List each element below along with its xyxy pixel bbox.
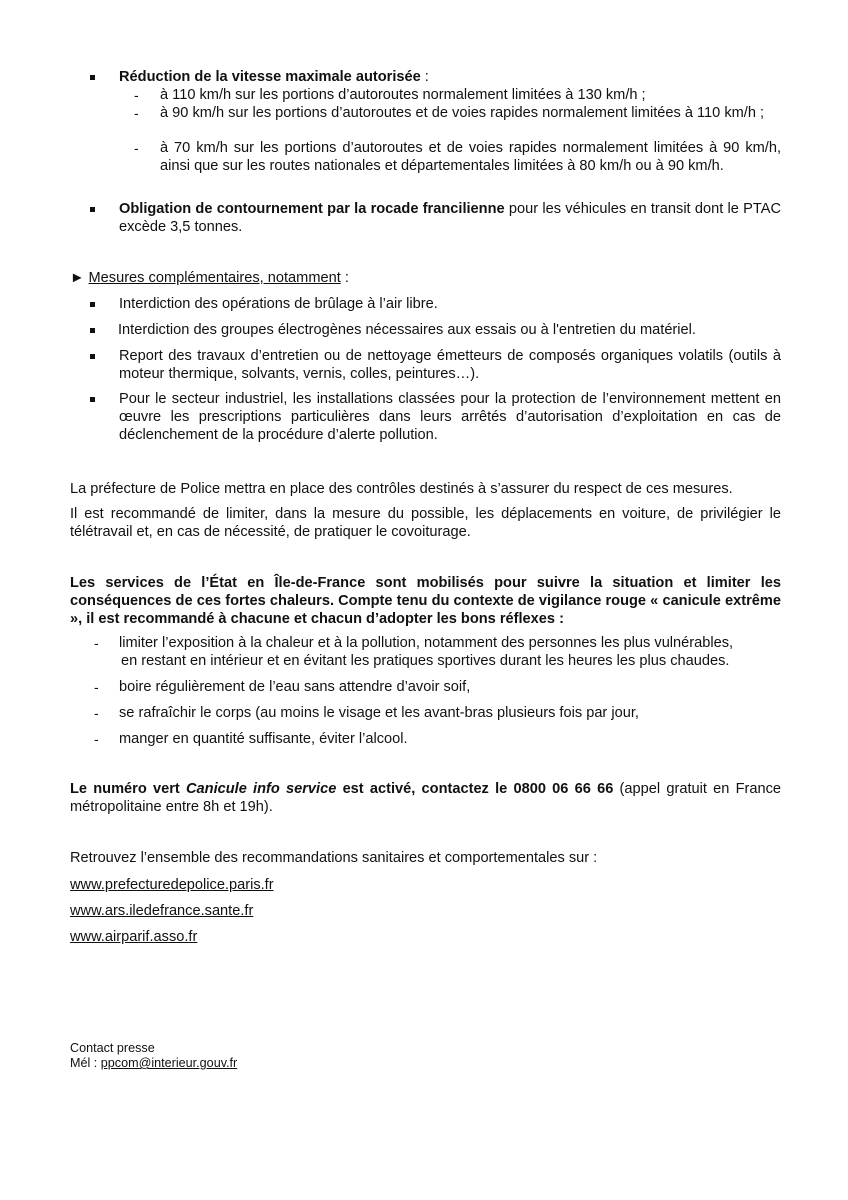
heatwave-item: se rafraîchir le corps (au moins le visage et les avant-bras plusieurs fois par jour, <box>119 705 639 721</box>
controls-paragraph: La préfecture de Police mettra en place des contrôles destinés à s’assurer du respect de ces mesures. <box>70 481 733 497</box>
complementary-item: Interdiction des opérations de brûlage à l’air libre. <box>119 296 438 312</box>
heatwave-intro: Les services de l’État en Île-de-France sont mobilisés pour suivre la situation et limiter les conséquences de ces fortes chaleurs. Compte tenu du contexte de vigilance rouge « canicule extrême », il est recommandé à chacune et chacun d’adopter les bons réflexes : <box>70 575 781 627</box>
speed-item: à 90 km/h sur les portions d’autoroutes et de voies rapides normalement limitées à 110 km/h ; <box>160 105 765 121</box>
bullet-square-icon <box>90 75 95 80</box>
heatwave-item: manger en quantité suffisante, éviter l’alcool. <box>119 731 408 747</box>
dash-bullet-icon: - <box>94 705 99 721</box>
arrow-right-icon: ► <box>70 270 85 286</box>
contact-label: Contact presse <box>70 1041 155 1055</box>
dash-bullet-icon: - <box>134 87 139 103</box>
heatwave-item-continuation: en restant en intérieur et en évitant les pratiques sportives durant les heures les plus chaudes. <box>121 653 730 669</box>
speed-reduction-heading: Réduction de la vitesse maximale autorisée : <box>119 69 429 85</box>
hotline-paragraph: Le numéro vert Canicule info service est activé, contactez le 0800 06 66 66 (appel gratuit en France métropolitaine entre 8h et 19h). <box>70 781 782 815</box>
dash-bullet-icon: - <box>94 679 99 695</box>
bullet-square-icon <box>90 328 95 333</box>
complementary-item: Report des travaux d’entretien ou de nettoyage émetteurs de composés organiques volatils (outils à moteur thermique, solvants, vernis, colles, peintures…). <box>119 348 781 382</box>
dash-bullet-icon: - <box>94 635 99 651</box>
link-ars[interactable]: www.ars.iledefrance.sante.fr <box>70 903 254 919</box>
dash-bullet-icon: - <box>134 105 139 121</box>
heatwave-item: limiter l’exposition à la chaleur et à la pollution, notamment des personnes les plus vulnérables, <box>119 635 734 651</box>
complementary-item: Pour le secteur industriel, les installations classées pour la protection de l’environnement mettent en œuvre les prescriptions particulières dans leurs arrêtés d’autorisation d’exploitation en cas de déclenchement de la procédure d’alerte pollution. <box>119 391 781 443</box>
resources-intro: Retrouvez l’ensemble des recommandations sanitaires et comportementales sur : <box>70 850 598 866</box>
speed-reduction-title: Réduction de la vitesse maximale autorisée <box>119 69 421 85</box>
complementary-item: Interdiction des groupes électrogènes nécessaires aux essais ou à l'entretien du matériel. <box>118 322 696 338</box>
link-prefecture[interactable]: www.prefecturedepolice.paris.fr <box>70 877 274 893</box>
dash-bullet-icon: - <box>134 140 139 156</box>
bypass-paragraph: Obligation de contournement par la rocade francilienne pour les véhicules en transit dont le PTAC excède 3,5 tonnes. <box>119 201 782 235</box>
bullet-square-icon <box>90 302 95 307</box>
complementary-title: Mesures complémentaires, notamment <box>88 270 341 286</box>
speed-item: à 110 km/h sur les portions d’autoroutes normalement limitées à 130 km/h ; <box>160 87 646 103</box>
recommendation-paragraph: Il est recommandé de limiter, dans la mesure du possible, les déplacements en voiture, de privilégier le télétravail et, en cas de nécessité, de pratiquer le covoiturage. <box>70 506 781 540</box>
speed-item: à 70 km/h sur les portions d’autoroutes et de voies rapides normalement limitées à 90 km/h, ainsi que sur les routes nationales et départementales limitées à 80 km/h ou à 90 km/h. <box>160 140 781 174</box>
bullet-square-icon <box>90 207 95 212</box>
bullet-square-icon <box>90 397 95 402</box>
contact-mail-line: Mél : ppcom@interieur.gouv.fr <box>70 1056 238 1070</box>
bullet-square-icon <box>90 354 95 359</box>
contact-email-link[interactable]: ppcom@interieur.gouv.fr <box>100 1056 238 1070</box>
heatwave-item: boire régulièrement de l’eau sans attendre d’avoir soif, <box>119 679 471 695</box>
link-airparif[interactable]: www.airparif.asso.fr <box>70 929 198 945</box>
hotline-number: est activé, contactez le 0800 06 66 66 <box>336 781 614 797</box>
dash-bullet-icon: - <box>94 731 99 747</box>
complementary-heading: ► Mesures complémentaires, notamment : <box>70 270 349 286</box>
